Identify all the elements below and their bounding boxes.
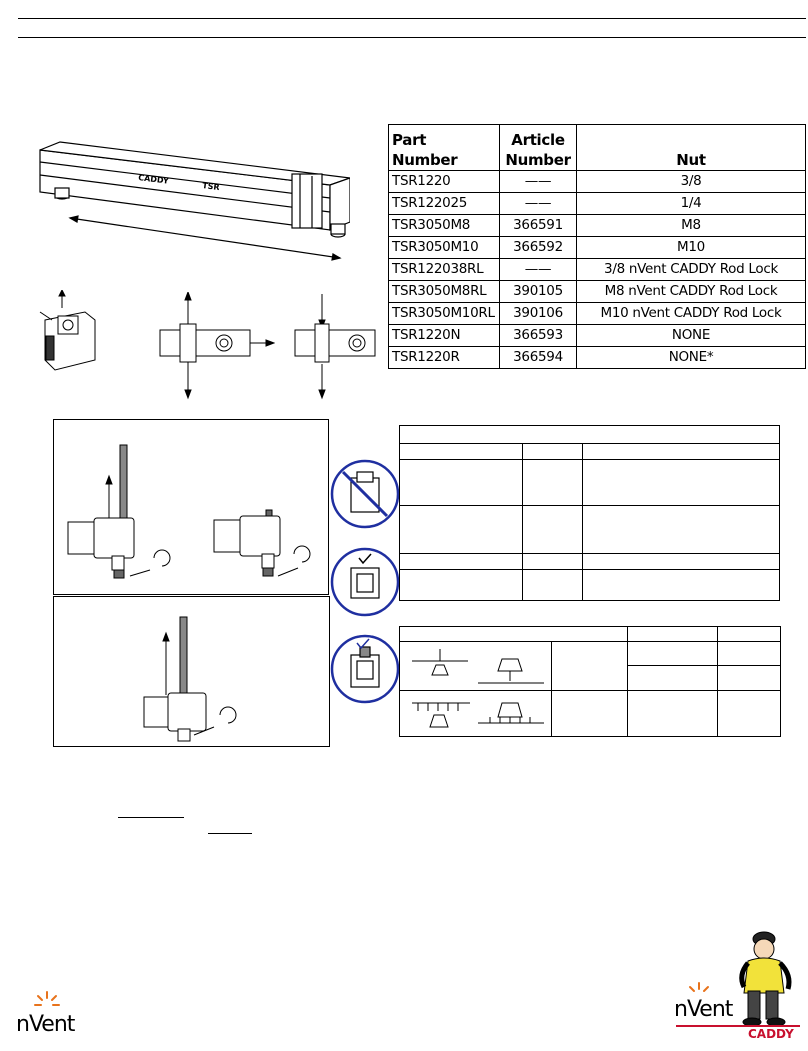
table-row: TSR1220R 366594 NONE* xyxy=(389,347,806,369)
rod-install-box-2 xyxy=(53,596,330,747)
parts-table-header xyxy=(389,125,806,171)
table-row: TSR3050M10RL 390106 M10 nVent CADDY Rod Lock xyxy=(389,303,806,325)
strut-model-label: TSR xyxy=(201,181,221,193)
table-row: TSR122038RL —— 3/8 nVent CADDY Rod Lock xyxy=(389,259,806,281)
strut-brand-label: CADDY xyxy=(137,173,170,186)
load-table-2 xyxy=(399,626,781,737)
rod-install-box-1 xyxy=(53,419,329,595)
table-row: TSR1220 —— 3/8 xyxy=(389,171,806,193)
header-part-number: Part Number xyxy=(389,125,500,171)
nvent-logo-left-text: nVent xyxy=(16,1012,75,1037)
strut-illustration xyxy=(30,130,350,280)
install-view-1 xyxy=(30,290,110,375)
rod-install-figure-2 xyxy=(54,597,329,746)
header-nut: Nut xyxy=(577,125,806,171)
load-diagram-concentrated xyxy=(408,647,548,687)
table-row: TSR3050M10 366592 M10 xyxy=(389,237,806,259)
table-row: TSR122025 —— 1/4 xyxy=(389,193,806,215)
parts-table xyxy=(388,124,806,369)
caddy-mascot-icon xyxy=(734,925,802,1027)
rod-install-figure-1 xyxy=(54,420,328,594)
nvent-logo-right-text: nVent xyxy=(674,997,733,1022)
top-rule-2 xyxy=(18,37,806,38)
load-diagram-distributed xyxy=(408,695,548,735)
header-article-number: Article Number xyxy=(500,125,577,171)
nvent-caddy-logo xyxy=(672,925,806,1045)
orientation-correct-rod-icon xyxy=(329,633,401,705)
install-view-2 xyxy=(150,292,275,400)
caddy-logo-text: CADDY xyxy=(748,1027,794,1041)
table-row: TSR1220N 366593 NONE xyxy=(389,325,806,347)
load-table-1 xyxy=(399,425,780,601)
orientation-correct-icon xyxy=(329,546,401,618)
nvent-logo-left xyxy=(16,990,86,1040)
top-rule-1 xyxy=(18,18,806,19)
nvent-spark-icon xyxy=(34,990,60,1012)
underline-2 xyxy=(208,833,252,834)
table-row: TSR3050M8 366591 M8 xyxy=(389,215,806,237)
table-row: TSR3050M8RL 390105 M8 nVent CADDY Rod Lock xyxy=(389,281,806,303)
underline-1 xyxy=(118,817,184,818)
install-view-3 xyxy=(285,292,380,400)
orientation-incorrect-icon xyxy=(329,458,401,530)
